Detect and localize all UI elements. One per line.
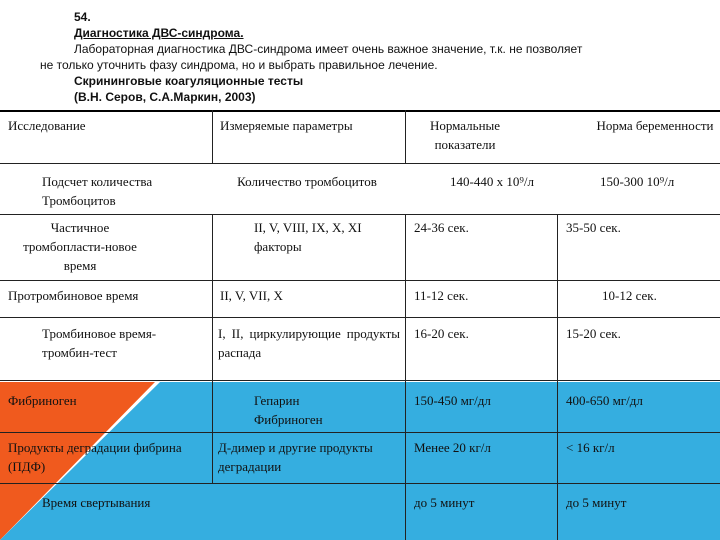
column-divider [405,110,406,163]
row-divider [0,214,720,215]
intro-line-1: Лабораторная диагностика ДВС-синдрома имеет очень важное значение, т.к. не позволяет [74,42,583,56]
column-divider [557,214,558,540]
cell-pregnancy: 10-12 сек. [602,288,657,303]
cell-study: Частичное тромбопласти-новое время [23,220,137,273]
cell-normal: 150-450 мг/дл [414,393,491,408]
cell-study: Фибриноген [8,393,77,408]
cell-pregnancy: 15-20 сек. [566,326,621,341]
cell-study: Подсчет количества Тромбоцитов [42,174,153,208]
col-header-normal: Нормальные показатели [429,118,501,152]
cell-normal: 140-440 х 10⁹/л [450,174,534,189]
cell-study: Тромбиновое время-тромбин-тест [42,326,157,360]
col-header-pregnancy: Норма беременности [596,118,714,133]
column-divider [212,110,213,163]
cell-study: Время свертывания [42,495,151,510]
row-divider [0,483,720,484]
cell-parameters: Д-димер и другие продукты деградации [218,440,373,474]
cell-normal: до 5 минут [414,495,475,510]
cell-parameters: Гепарин Фибриноген [254,393,323,427]
col-header-study: Исследование [8,118,86,133]
table-subtitle: Скрининговые коагуляционные тесты [74,74,304,88]
cell-parameters: Количество тромбоцитов [237,174,377,189]
intro-line-2: не только уточнить фазу синдрома, но и выбрать правильное лечение. [40,58,438,72]
cell-normal: 11-12 сек. [414,288,469,303]
cell-study: Продукты деградации фибрина (ПДФ) [8,440,182,474]
cell-pregnancy: < 16 кг/л [566,440,615,455]
column-divider [212,214,213,483]
cell-normal: 16-20 сек. [414,326,469,341]
cell-pregnancy: 150-300 10⁹/л [600,174,675,189]
row-divider [0,163,720,164]
cell-pregnancy: до 5 минут [566,495,627,510]
col-header-parameters: Измеряемые параметры [220,118,353,133]
cell-study: Протромбиновое время [8,288,139,303]
table-top-border [0,110,720,112]
row-divider [0,280,720,281]
row-divider [0,380,720,381]
cell-normal: Менее 20 кг/л [414,440,491,455]
cell-pregnancy: 400-650 мг/дл [566,393,643,408]
slide-title: Диагностика ДВС-синдрома. [74,26,244,40]
slide-number: 54. [74,10,91,24]
row-divider [0,432,720,433]
source-citation: (В.Н. Серов, С.А.Маркин, 2003) [74,90,256,104]
row-divider [0,317,720,318]
cell-parameters: II, V, VII, X [220,288,283,303]
cell-pregnancy: 35-50 сек. [566,220,621,235]
cell-parameters: II, V, VIII, IX, X, XI факторы [254,220,362,254]
column-divider [405,214,406,540]
cell-normal: 24-36 сек. [414,220,469,235]
